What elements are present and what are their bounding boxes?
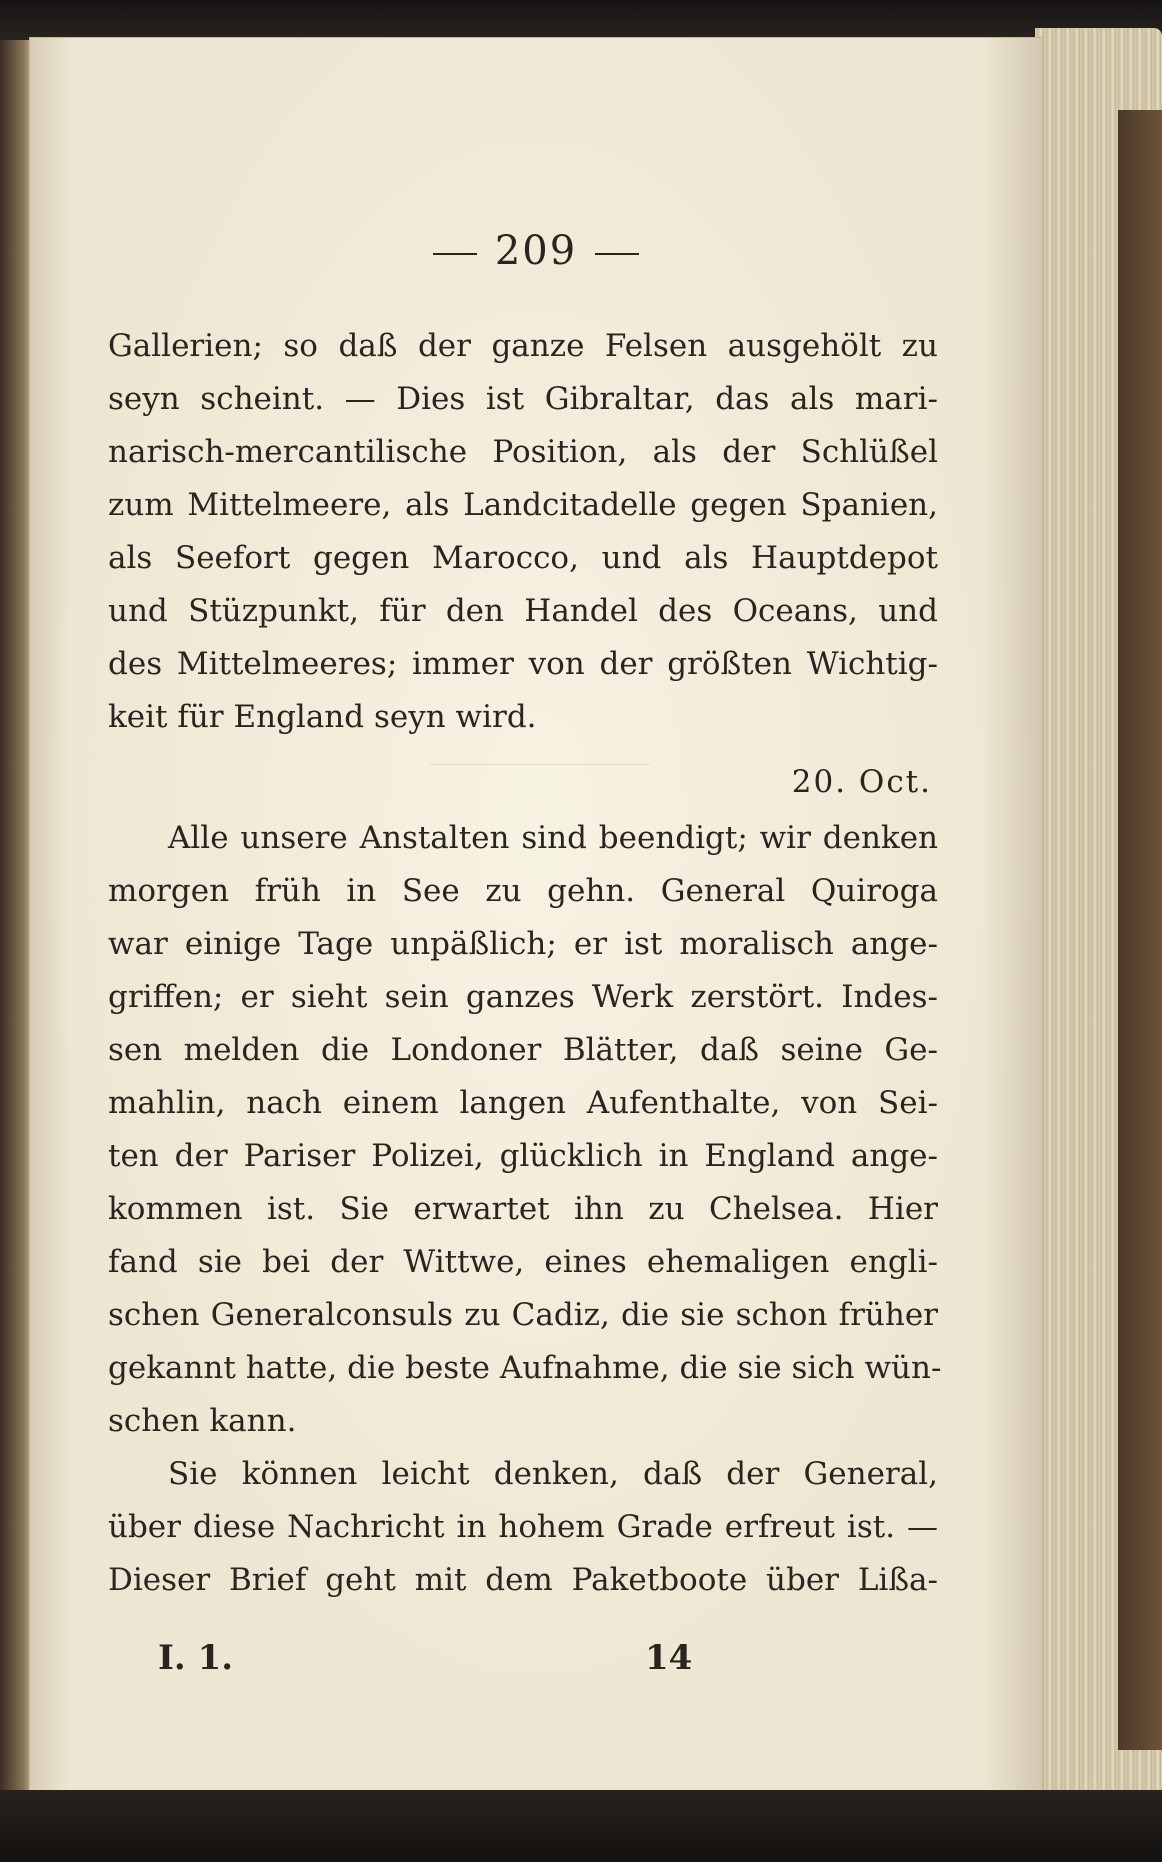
paragraph-letter [108, 812, 942, 1448]
book-cover-edge [1118, 110, 1162, 1750]
sheet-number: 14 [645, 1638, 693, 1678]
text-line: schen kann. [108, 1403, 297, 1439]
page-number-header [30, 228, 1042, 274]
text-line: ten der Pariser Polizei, glücklich in England ange- [108, 1138, 938, 1174]
book-left-edge [0, 40, 34, 1800]
text-line: keit für England seyn wird. [108, 699, 537, 735]
text-line: Sie können leicht denken, daß der General, [168, 1456, 938, 1492]
signature-mark: I. 1. [158, 1638, 234, 1678]
text-line: Gallerien; so daß der ganze Felsen ausgehölt zu [108, 328, 938, 364]
paragraph-news [108, 1448, 938, 1607]
text-line: morgen früh in See zu gehn. General Quiroga [108, 873, 938, 909]
text-line: schen Generalconsuls zu Cadiz, die sie schon früher [108, 1297, 938, 1333]
text-line: fand sie bei der Wittwe, eines ehemaligen engli- [108, 1244, 938, 1280]
header-dash-right [595, 253, 639, 255]
entry-date: 20. Oct. [791, 764, 932, 800]
page-number: 209 [494, 228, 578, 274]
book-page [30, 38, 1042, 1790]
text-line: über diese Nachricht in hohem Grade erfreut ist. — [108, 1509, 938, 1545]
text-line: griffen; er sieht sein ganzes Werk zerstört. Indes- [108, 979, 938, 1015]
text-line: seyn scheint. — Dies ist Gibraltar, das als mari- [108, 381, 938, 417]
text-line: sen melden die Londoner Blätter, daß seine Ge- [108, 1032, 938, 1068]
text-line: kommen ist. Sie erwartet ihn zu Chelsea. Hier [108, 1191, 938, 1227]
body-text [108, 320, 942, 1607]
text-line: Dieser Brief geht mit dem Paketboote über Lißa- [108, 1562, 938, 1598]
paragraph-continuation [108, 320, 938, 744]
text-line: narisch-mercantilische Position, als der Schlüßel [108, 434, 938, 470]
text-line: Alle unsere Anstalten sind beendigt; wir denken [168, 820, 938, 856]
text-line: des Mittelmeeres; immer von der größten Wichtig- [108, 646, 938, 682]
text-line: zum Mittelmeere, als Landcitadelle gegen Spanien, [108, 487, 938, 523]
text-line: und Stüzpunkt, für den Handel des Oceans, und [108, 593, 938, 629]
book-bottom-shadow [0, 1790, 1162, 1862]
text-line: war einige Tage unpäßlich; er ist moralisch ange- [108, 926, 938, 962]
text-line: gekannt hatte, die beste Aufnahme, die sie sich wün- [108, 1350, 942, 1386]
text-line: mahlin, nach einem langen Aufenthalte, von Sei- [108, 1085, 938, 1121]
text-line: als Seefort gegen Marocco, und als Hauptdepot [108, 540, 938, 576]
header-dash-left [433, 253, 477, 255]
